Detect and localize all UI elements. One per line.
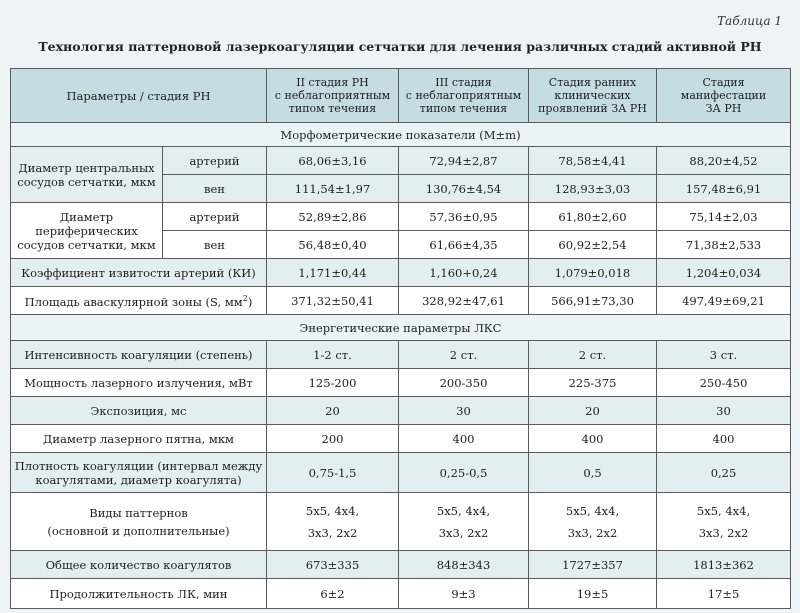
table-title: Технология паттерновой лазеркоагуляции сетчатки для лечения различных стадий активной РН	[38, 39, 762, 54]
table-cell: 400	[529, 425, 657, 453]
table-cell: 400	[399, 425, 529, 453]
table-cell: 78,58±4,41	[529, 147, 657, 175]
table-cell: 400	[657, 425, 791, 453]
row-label: Общее количество коагулятов	[11, 551, 267, 579]
table-cell: 128,93±3,03	[529, 175, 657, 203]
sub-label: вен	[163, 175, 267, 203]
table-cell: 71,38±2,533	[657, 231, 791, 259]
table-cell: 57,36±0,95	[399, 203, 529, 231]
table-cell: 0,5	[529, 453, 657, 493]
row-label: Коэффициент извитости артерий (КИ)	[11, 259, 267, 287]
table-row	[11, 493, 791, 551]
table-cell: 5x5, 4x4, 3x3, 2x2	[657, 493, 791, 551]
table-row	[11, 147, 791, 175]
table-cell: 19±5	[529, 579, 657, 609]
table-cell: 61,66±4,35	[399, 231, 529, 259]
table-cell: 1-2 ст.	[267, 341, 399, 369]
row-label: Мощность лазерного излучения, мВт	[11, 369, 267, 397]
table-row	[11, 369, 791, 397]
table-number: Таблица 1	[717, 14, 782, 28]
table-cell: 125-200	[267, 369, 399, 397]
section-title: Морфометрические показатели (M±m)	[11, 123, 791, 147]
stage-header-2: III стадия с неблагоприятным типом течения	[399, 69, 529, 123]
table-cell: 848±343	[399, 551, 529, 579]
table-row	[11, 453, 791, 493]
table-row	[11, 259, 791, 287]
table-cell: 673±335	[267, 551, 399, 579]
table-cell: 1,204±0,034	[657, 259, 791, 287]
table-cell: 2 ст.	[399, 341, 529, 369]
row-label: Интенсивность коагуляции (степень)	[11, 341, 267, 369]
table-cell: 566,91±73,30	[529, 287, 657, 315]
row-label: Диаметр лазерного пятна, мкм	[11, 425, 267, 453]
table-row	[11, 425, 791, 453]
table-cell: 1,079±0,018	[529, 259, 657, 287]
table-row	[11, 203, 791, 231]
section-title: Энергетические параметры ЛКС	[11, 315, 791, 341]
table-cell: 6±2	[267, 579, 399, 609]
table-cell: 20	[529, 397, 657, 425]
row-label: Виды паттернов (основной и дополнительные)	[11, 493, 267, 551]
param-header: Параметры / стадия РН	[11, 69, 267, 123]
table-cell: 328,92±47,61	[399, 287, 529, 315]
stage-header-4: Стадия манифестации ЗА РН	[657, 69, 791, 123]
table-cell: 200	[267, 425, 399, 453]
table-cell: 20	[267, 397, 399, 425]
table-cell: 9±3	[399, 579, 529, 609]
table-row	[11, 341, 791, 369]
sub-label: артерий	[163, 147, 267, 175]
table-cell: 497,49±69,21	[657, 287, 791, 315]
sub-label: вен	[163, 231, 267, 259]
table-row	[11, 551, 791, 579]
table-cell: 0,25	[657, 453, 791, 493]
row-label: Экспозиция, мс	[11, 397, 267, 425]
stage-header-1: II стадия РН с неблагоприятным типом течения	[267, 69, 399, 123]
table-cell: 200-350	[399, 369, 529, 397]
table-cell: 0,75-1,5	[267, 453, 399, 493]
row-label: Плотность коагуляции (интервал между коагулятами, диаметр коагулята)	[11, 453, 267, 493]
sub-label: артерий	[163, 203, 267, 231]
table-cell: 0,25-0,5	[399, 453, 529, 493]
central-vessels-label: Диаметр центральных сосудов сетчатки, мкм	[11, 147, 163, 203]
table-row	[11, 579, 791, 609]
table-cell: 1,171±0,44	[267, 259, 399, 287]
stage-header-3: Стадия ранних клинических проявлений ЗА РН	[529, 69, 657, 123]
table-cell: 5x5, 4x4, 3x3, 2x2	[399, 493, 529, 551]
table-cell: 68,06±3,16	[267, 147, 399, 175]
table-cell: 61,80±2,60	[529, 203, 657, 231]
table-cell: 60,92±2,54	[529, 231, 657, 259]
table-cell: 371,32±50,41	[267, 287, 399, 315]
table-cell: 75,14±2,03	[657, 203, 791, 231]
table-cell: 30	[399, 397, 529, 425]
table-cell: 5x5, 4x4, 3x3, 2x2	[267, 493, 399, 551]
table-row	[11, 397, 791, 425]
table-cell: 2 ст.	[529, 341, 657, 369]
section-row-morphometric	[11, 123, 791, 147]
header-row	[11, 69, 791, 123]
peripheral-vessels-label: Диаметр периферических сосудов сетчатки, мкм	[11, 203, 163, 259]
table-cell: 1,160+0,24	[399, 259, 529, 287]
table-cell: 111,54±1,97	[267, 175, 399, 203]
row-label: Продолжительность ЛК, мин	[11, 579, 267, 609]
table-row	[11, 287, 791, 315]
laser-coagulation-table	[10, 68, 791, 609]
table-cell: 5x5, 4x4, 3x3, 2x2	[529, 493, 657, 551]
table-cell: 17±5	[657, 579, 791, 609]
table-cell: 52,89±2,86	[267, 203, 399, 231]
table-cell: 157,48±6,91	[657, 175, 791, 203]
table-cell: 1813±362	[657, 551, 791, 579]
table-cell: 88,20±4,52	[657, 147, 791, 175]
table-cell: 56,48±0,40	[267, 231, 399, 259]
table-cell: 30	[657, 397, 791, 425]
table-cell: 1727±357	[529, 551, 657, 579]
table-cell: 3 ст.	[657, 341, 791, 369]
section-row-energy	[11, 315, 791, 341]
table-cell: 130,76±4,54	[399, 175, 529, 203]
table-cell: 250-450	[657, 369, 791, 397]
table-cell: 72,94±2,87	[399, 147, 529, 175]
table-cell: 225-375	[529, 369, 657, 397]
row-label: Площадь аваскулярной зоны (S, $мм^2$)	[11, 287, 267, 315]
